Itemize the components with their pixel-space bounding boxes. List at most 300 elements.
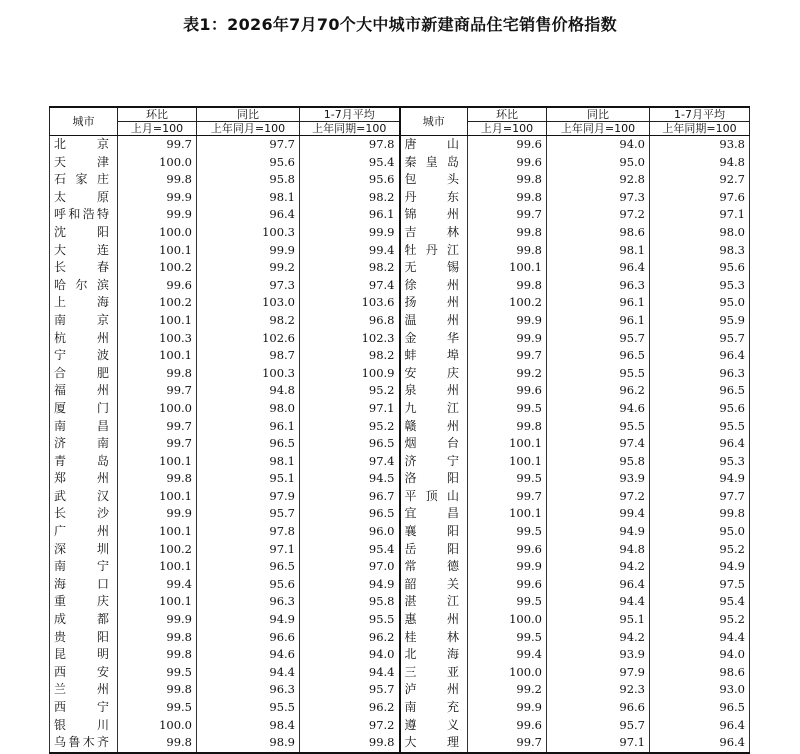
right-city-cell: 唐山 (400, 136, 468, 154)
table-row (50, 453, 750, 471)
left-avg-cell: 95.4 (300, 541, 400, 559)
right-mom-cell: 99.5 (468, 470, 547, 488)
left-mom-cell: 99.8 (118, 734, 197, 753)
left-yoy-cell: 96.6 (197, 629, 300, 647)
left-city-cell: 宁波 (50, 347, 118, 365)
right-yoy-cell: 98.6 (547, 224, 650, 242)
right-avg-cell: 95.7 (650, 330, 750, 348)
left-mom-cell: 99.8 (118, 646, 197, 664)
left-mom-cell: 99.9 (118, 206, 197, 224)
right-avg-cell: 94.0 (650, 646, 750, 664)
right-yoy-cell: 96.1 (547, 294, 650, 312)
right-yoy-cell: 92.8 (547, 171, 650, 189)
left-avg-cell: 97.1 (300, 400, 400, 418)
left-avg-cell: 97.4 (300, 277, 400, 295)
right-city-cell: 南充 (400, 699, 468, 717)
left-avg-cell: 96.1 (300, 206, 400, 224)
price-index-table (49, 106, 750, 754)
left-city-cell: 青岛 (50, 453, 118, 471)
left-mom-cell: 99.9 (118, 189, 197, 207)
right-avg-cell: 95.2 (650, 611, 750, 629)
left-yoy-cell: 96.1 (197, 418, 300, 436)
table-row (50, 470, 750, 488)
right-mom-cell: 99.7 (468, 206, 547, 224)
right-city-cell: 遵义 (400, 717, 468, 735)
left-mom-cell: 100.1 (118, 312, 197, 330)
right-avg-cell: 97.6 (650, 189, 750, 207)
left-mom-cell: 99.5 (118, 664, 197, 682)
left-avg-cell: 99.8 (300, 734, 400, 753)
left-yoy-cell: 94.9 (197, 611, 300, 629)
right-yoy-cell: 93.9 (547, 646, 650, 664)
right-city-cell: 安庆 (400, 365, 468, 383)
left-city-cell: 南昌 (50, 418, 118, 436)
right-city-cell: 赣州 (400, 418, 468, 436)
left-yoy-cell: 95.5 (197, 699, 300, 717)
right-city-cell: 宜昌 (400, 505, 468, 523)
right-avg-cell: 95.6 (650, 259, 750, 277)
right-yoy-cell: 96.5 (547, 347, 650, 365)
left-yoy-cell: 103.0 (197, 294, 300, 312)
right-city-cell: 金华 (400, 330, 468, 348)
right-city-cell: 北海 (400, 646, 468, 664)
right-yoy-cell: 96.4 (547, 576, 650, 594)
right-avg-cell: 95.2 (650, 541, 750, 559)
right-mom-cell: 99.5 (468, 523, 547, 541)
left-mom-cell: 100.2 (118, 541, 197, 559)
left-mom-cell: 99.7 (118, 136, 197, 154)
right-yoy-cell: 96.1 (547, 312, 650, 330)
table-row (50, 418, 750, 436)
right-city-cell: 秦皇岛 (400, 154, 468, 172)
right-city-cell: 常德 (400, 558, 468, 576)
right-yoy-cell: 93.9 (547, 470, 650, 488)
right-mom-cell: 100.1 (468, 435, 547, 453)
left-mom-cell: 100.1 (118, 593, 197, 611)
right-avg-cell: 98.3 (650, 242, 750, 260)
left-city-cell: 长春 (50, 259, 118, 277)
left-yoy-cell: 96.3 (197, 681, 300, 699)
right-yoy-cell: 94.4 (547, 593, 650, 611)
right-city-cell: 湛江 (400, 593, 468, 611)
right-city-cell: 烟台 (400, 435, 468, 453)
left-avg-cell: 96.5 (300, 505, 400, 523)
table-row (50, 717, 750, 735)
right-avg-cell: 96.4 (650, 347, 750, 365)
right-avg-cell: 96.4 (650, 717, 750, 735)
right-avg-cell: 95.4 (650, 593, 750, 611)
table-row (50, 277, 750, 295)
header-mom-right: 环比 (468, 107, 547, 122)
right-avg-cell: 96.4 (650, 435, 750, 453)
header-avg-right: 1-7月平均 (650, 107, 750, 122)
left-mom-cell: 100.2 (118, 294, 197, 312)
right-city-cell: 丹东 (400, 189, 468, 207)
table-title: 表1：2026年7月70个大中城市新建商品住宅销售价格指数 (183, 15, 617, 34)
left-yoy-cell: 98.1 (197, 453, 300, 471)
table-body (50, 136, 750, 753)
right-yoy-cell: 95.1 (547, 611, 650, 629)
right-avg-cell: 98.6 (650, 664, 750, 682)
header-mom-base-left: 上月=100 (118, 122, 197, 136)
left-yoy-cell: 98.0 (197, 400, 300, 418)
right-avg-cell: 94.4 (650, 629, 750, 647)
left-yoy-cell: 96.3 (197, 593, 300, 611)
left-city-cell: 南京 (50, 312, 118, 330)
left-yoy-cell: 100.3 (197, 224, 300, 242)
right-avg-cell: 95.0 (650, 523, 750, 541)
left-yoy-cell: 98.4 (197, 717, 300, 735)
header-yoy-left: 同比 (197, 107, 300, 122)
left-city-cell: 深圳 (50, 541, 118, 559)
table-row (50, 593, 750, 611)
left-city-cell: 杭州 (50, 330, 118, 348)
right-yoy-cell: 99.4 (547, 505, 650, 523)
right-yoy-cell: 94.9 (547, 523, 650, 541)
left-yoy-cell: 98.2 (197, 312, 300, 330)
right-mom-cell: 99.6 (468, 154, 547, 172)
right-city-cell: 九江 (400, 400, 468, 418)
left-city-cell: 兰州 (50, 681, 118, 699)
left-mom-cell: 99.5 (118, 699, 197, 717)
right-avg-cell: 95.5 (650, 418, 750, 436)
right-yoy-cell: 96.3 (547, 277, 650, 295)
right-avg-cell: 95.6 (650, 400, 750, 418)
header-mom-left: 环比 (118, 107, 197, 122)
table-row (50, 330, 750, 348)
left-avg-cell: 96.8 (300, 312, 400, 330)
right-yoy-cell: 96.2 (547, 382, 650, 400)
left-avg-cell: 95.2 (300, 382, 400, 400)
right-yoy-cell: 97.4 (547, 435, 650, 453)
left-city-cell: 济南 (50, 435, 118, 453)
left-mom-cell: 100.1 (118, 558, 197, 576)
right-city-cell: 无锡 (400, 259, 468, 277)
right-city-cell: 洛阳 (400, 470, 468, 488)
table-row (50, 224, 750, 242)
left-avg-cell: 99.4 (300, 242, 400, 260)
left-mom-cell: 100.2 (118, 259, 197, 277)
table-row (50, 382, 750, 400)
left-avg-cell: 96.7 (300, 488, 400, 506)
left-avg-cell: 94.5 (300, 470, 400, 488)
right-city-cell: 韶关 (400, 576, 468, 594)
right-mom-cell: 99.6 (468, 541, 547, 559)
left-mom-cell: 99.8 (118, 681, 197, 699)
left-avg-cell: 96.5 (300, 435, 400, 453)
right-yoy-cell: 97.2 (547, 206, 650, 224)
right-avg-cell: 97.7 (650, 488, 750, 506)
left-city-cell: 西安 (50, 664, 118, 682)
right-mom-cell: 99.5 (468, 400, 547, 418)
left-city-cell: 沈阳 (50, 224, 118, 242)
left-yoy-cell: 94.6 (197, 646, 300, 664)
left-avg-cell: 95.8 (300, 593, 400, 611)
right-avg-cell: 99.8 (650, 505, 750, 523)
header-avg-base-left: 上年同期=100 (300, 122, 400, 136)
left-yoy-cell: 96.5 (197, 558, 300, 576)
right-mom-cell: 99.8 (468, 171, 547, 189)
right-city-cell: 温州 (400, 312, 468, 330)
right-yoy-cell: 98.1 (547, 242, 650, 260)
left-avg-cell: 95.6 (300, 171, 400, 189)
left-avg-cell: 96.2 (300, 699, 400, 717)
right-yoy-cell: 97.2 (547, 488, 650, 506)
right-mom-cell: 99.8 (468, 242, 547, 260)
header-row-1 (50, 107, 750, 122)
table-row (50, 189, 750, 207)
table-row (50, 488, 750, 506)
right-yoy-cell: 95.5 (547, 365, 650, 383)
header-avg-base-right: 上年同期=100 (650, 122, 750, 136)
right-avg-cell: 94.9 (650, 558, 750, 576)
right-avg-cell: 97.5 (650, 576, 750, 594)
table-row (50, 646, 750, 664)
right-city-cell: 包头 (400, 171, 468, 189)
left-avg-cell: 95.4 (300, 154, 400, 172)
right-yoy-cell: 96.6 (547, 699, 650, 717)
right-city-cell: 岳阳 (400, 541, 468, 559)
header-yoy-right: 同比 (547, 107, 650, 122)
right-yoy-cell: 97.3 (547, 189, 650, 207)
left-city-cell: 银川 (50, 717, 118, 735)
right-mom-cell: 100.1 (468, 453, 547, 471)
left-yoy-cell: 97.3 (197, 277, 300, 295)
left-avg-cell: 95.2 (300, 418, 400, 436)
right-mom-cell: 99.5 (468, 629, 547, 647)
left-mom-cell: 100.0 (118, 154, 197, 172)
right-avg-cell: 92.7 (650, 171, 750, 189)
left-yoy-cell: 100.3 (197, 365, 300, 383)
left-yoy-cell: 102.6 (197, 330, 300, 348)
right-city-cell: 扬州 (400, 294, 468, 312)
right-city-cell: 徐州 (400, 277, 468, 295)
table-row (50, 558, 750, 576)
left-city-cell: 天津 (50, 154, 118, 172)
left-avg-cell: 96.0 (300, 523, 400, 541)
right-mom-cell: 99.8 (468, 224, 547, 242)
right-mom-cell: 100.0 (468, 664, 547, 682)
left-yoy-cell: 95.6 (197, 576, 300, 594)
right-avg-cell: 93.8 (650, 136, 750, 154)
left-city-cell: 郑州 (50, 470, 118, 488)
table-row (50, 523, 750, 541)
header-city-left: 城市 (50, 107, 118, 136)
right-mom-cell: 99.2 (468, 681, 547, 699)
right-mom-cell: 99.6 (468, 136, 547, 154)
left-mom-cell: 99.9 (118, 505, 197, 523)
left-city-cell: 合肥 (50, 365, 118, 383)
table-row (50, 505, 750, 523)
right-avg-cell: 93.0 (650, 681, 750, 699)
right-mom-cell: 99.6 (468, 717, 547, 735)
left-mom-cell: 100.1 (118, 453, 197, 471)
left-avg-cell: 103.6 (300, 294, 400, 312)
left-mom-cell: 99.7 (118, 435, 197, 453)
left-city-cell: 武汉 (50, 488, 118, 506)
right-avg-cell: 96.4 (650, 734, 750, 753)
right-city-cell: 桂林 (400, 629, 468, 647)
table-row (50, 171, 750, 189)
right-avg-cell: 98.0 (650, 224, 750, 242)
left-avg-cell: 98.2 (300, 259, 400, 277)
right-yoy-cell: 97.9 (547, 664, 650, 682)
left-mom-cell: 99.8 (118, 365, 197, 383)
right-city-cell: 泸州 (400, 681, 468, 699)
table-row (50, 681, 750, 699)
right-yoy-cell: 95.8 (547, 453, 650, 471)
left-avg-cell: 94.4 (300, 664, 400, 682)
left-avg-cell: 100.9 (300, 365, 400, 383)
right-avg-cell: 95.0 (650, 294, 750, 312)
right-mom-cell: 99.6 (468, 576, 547, 594)
left-mom-cell: 100.1 (118, 242, 197, 260)
left-city-cell: 西宁 (50, 699, 118, 717)
table-row (50, 611, 750, 629)
left-yoy-cell: 98.7 (197, 347, 300, 365)
right-mom-cell: 100.1 (468, 259, 547, 277)
left-city-cell: 海口 (50, 576, 118, 594)
right-yoy-cell: 96.4 (547, 259, 650, 277)
left-mom-cell: 100.1 (118, 523, 197, 541)
left-mom-cell: 100.3 (118, 330, 197, 348)
table-row (50, 541, 750, 559)
header-city-right: 城市 (400, 107, 468, 136)
table-row (50, 206, 750, 224)
right-avg-cell: 96.3 (650, 365, 750, 383)
left-avg-cell: 97.2 (300, 717, 400, 735)
right-city-cell: 蚌埠 (400, 347, 468, 365)
left-yoy-cell: 97.7 (197, 136, 300, 154)
left-city-cell: 贵阳 (50, 629, 118, 647)
left-mom-cell: 99.8 (118, 171, 197, 189)
right-avg-cell: 94.8 (650, 154, 750, 172)
right-mom-cell: 99.8 (468, 418, 547, 436)
right-city-cell: 襄阳 (400, 523, 468, 541)
right-city-cell: 平顶山 (400, 488, 468, 506)
right-city-cell: 济宁 (400, 453, 468, 471)
right-avg-cell: 95.3 (650, 277, 750, 295)
left-city-cell: 呼和浩特 (50, 206, 118, 224)
left-avg-cell: 95.7 (300, 681, 400, 699)
right-yoy-cell: 94.2 (547, 629, 650, 647)
right-mom-cell: 99.7 (468, 347, 547, 365)
left-avg-cell: 97.8 (300, 136, 400, 154)
left-yoy-cell: 96.4 (197, 206, 300, 224)
left-yoy-cell: 98.1 (197, 189, 300, 207)
left-city-cell: 重庆 (50, 593, 118, 611)
left-yoy-cell: 95.1 (197, 470, 300, 488)
right-yoy-cell: 94.8 (547, 541, 650, 559)
left-city-cell: 太原 (50, 189, 118, 207)
left-yoy-cell: 99.2 (197, 259, 300, 277)
right-city-cell: 吉林 (400, 224, 468, 242)
left-mom-cell: 100.0 (118, 717, 197, 735)
left-yoy-cell: 95.7 (197, 505, 300, 523)
left-avg-cell: 98.2 (300, 347, 400, 365)
left-avg-cell: 102.3 (300, 330, 400, 348)
left-yoy-cell: 99.9 (197, 242, 300, 260)
right-mom-cell: 99.8 (468, 277, 547, 295)
right-yoy-cell: 92.3 (547, 681, 650, 699)
table-row (50, 400, 750, 418)
left-mom-cell: 99.7 (118, 418, 197, 436)
left-city-cell: 乌鲁木齐 (50, 734, 118, 753)
left-city-cell: 南宁 (50, 558, 118, 576)
right-yoy-cell: 97.1 (547, 734, 650, 753)
right-mom-cell: 99.7 (468, 734, 547, 753)
right-yoy-cell: 94.2 (547, 558, 650, 576)
left-avg-cell: 97.0 (300, 558, 400, 576)
right-mom-cell: 100.2 (468, 294, 547, 312)
table-row (50, 154, 750, 172)
table-row (50, 576, 750, 594)
right-mom-cell: 99.5 (468, 593, 547, 611)
right-mom-cell: 100.0 (468, 611, 547, 629)
right-yoy-cell: 94.6 (547, 400, 650, 418)
left-city-cell: 福州 (50, 382, 118, 400)
left-avg-cell: 98.2 (300, 189, 400, 207)
right-mom-cell: 99.9 (468, 312, 547, 330)
left-mom-cell: 100.0 (118, 224, 197, 242)
left-mom-cell: 99.8 (118, 470, 197, 488)
header-avg-left: 1-7月平均 (300, 107, 400, 122)
right-city-cell: 大理 (400, 734, 468, 753)
left-city-cell: 广州 (50, 523, 118, 541)
right-mom-cell: 99.9 (468, 699, 547, 717)
right-avg-cell: 96.5 (650, 699, 750, 717)
header-yoy-base-right: 上年同月=100 (547, 122, 650, 136)
right-mom-cell: 99.9 (468, 330, 547, 348)
right-yoy-cell: 95.5 (547, 418, 650, 436)
left-yoy-cell: 97.1 (197, 541, 300, 559)
header-yoy-base-left: 上年同月=100 (197, 122, 300, 136)
right-mom-cell: 99.6 (468, 382, 547, 400)
table-row (50, 242, 750, 260)
left-city-cell: 石家庄 (50, 171, 118, 189)
left-mom-cell: 99.6 (118, 277, 197, 295)
table-row (50, 347, 750, 365)
table-row (50, 312, 750, 330)
right-mom-cell: 100.1 (468, 505, 547, 523)
left-avg-cell: 99.9 (300, 224, 400, 242)
left-mom-cell: 99.8 (118, 629, 197, 647)
left-mom-cell: 100.0 (118, 400, 197, 418)
left-yoy-cell: 97.9 (197, 488, 300, 506)
right-avg-cell: 95.9 (650, 312, 750, 330)
table-row (50, 629, 750, 647)
table-row (50, 259, 750, 277)
right-yoy-cell: 95.7 (547, 717, 650, 735)
left-city-cell: 大连 (50, 242, 118, 260)
right-yoy-cell: 95.0 (547, 154, 650, 172)
left-yoy-cell: 94.4 (197, 664, 300, 682)
right-mom-cell: 99.2 (468, 365, 547, 383)
right-avg-cell: 96.5 (650, 382, 750, 400)
table-row (50, 136, 750, 154)
left-city-cell: 哈尔滨 (50, 277, 118, 295)
right-city-cell: 牡丹江 (400, 242, 468, 260)
right-mom-cell: 99.7 (468, 488, 547, 506)
right-mom-cell: 99.8 (468, 189, 547, 207)
header-mom-base-right: 上月=100 (468, 122, 547, 136)
right-city-cell: 锦州 (400, 206, 468, 224)
left-avg-cell: 95.5 (300, 611, 400, 629)
left-yoy-cell: 95.8 (197, 171, 300, 189)
right-avg-cell: 94.9 (650, 470, 750, 488)
left-avg-cell: 96.2 (300, 629, 400, 647)
left-avg-cell: 94.0 (300, 646, 400, 664)
